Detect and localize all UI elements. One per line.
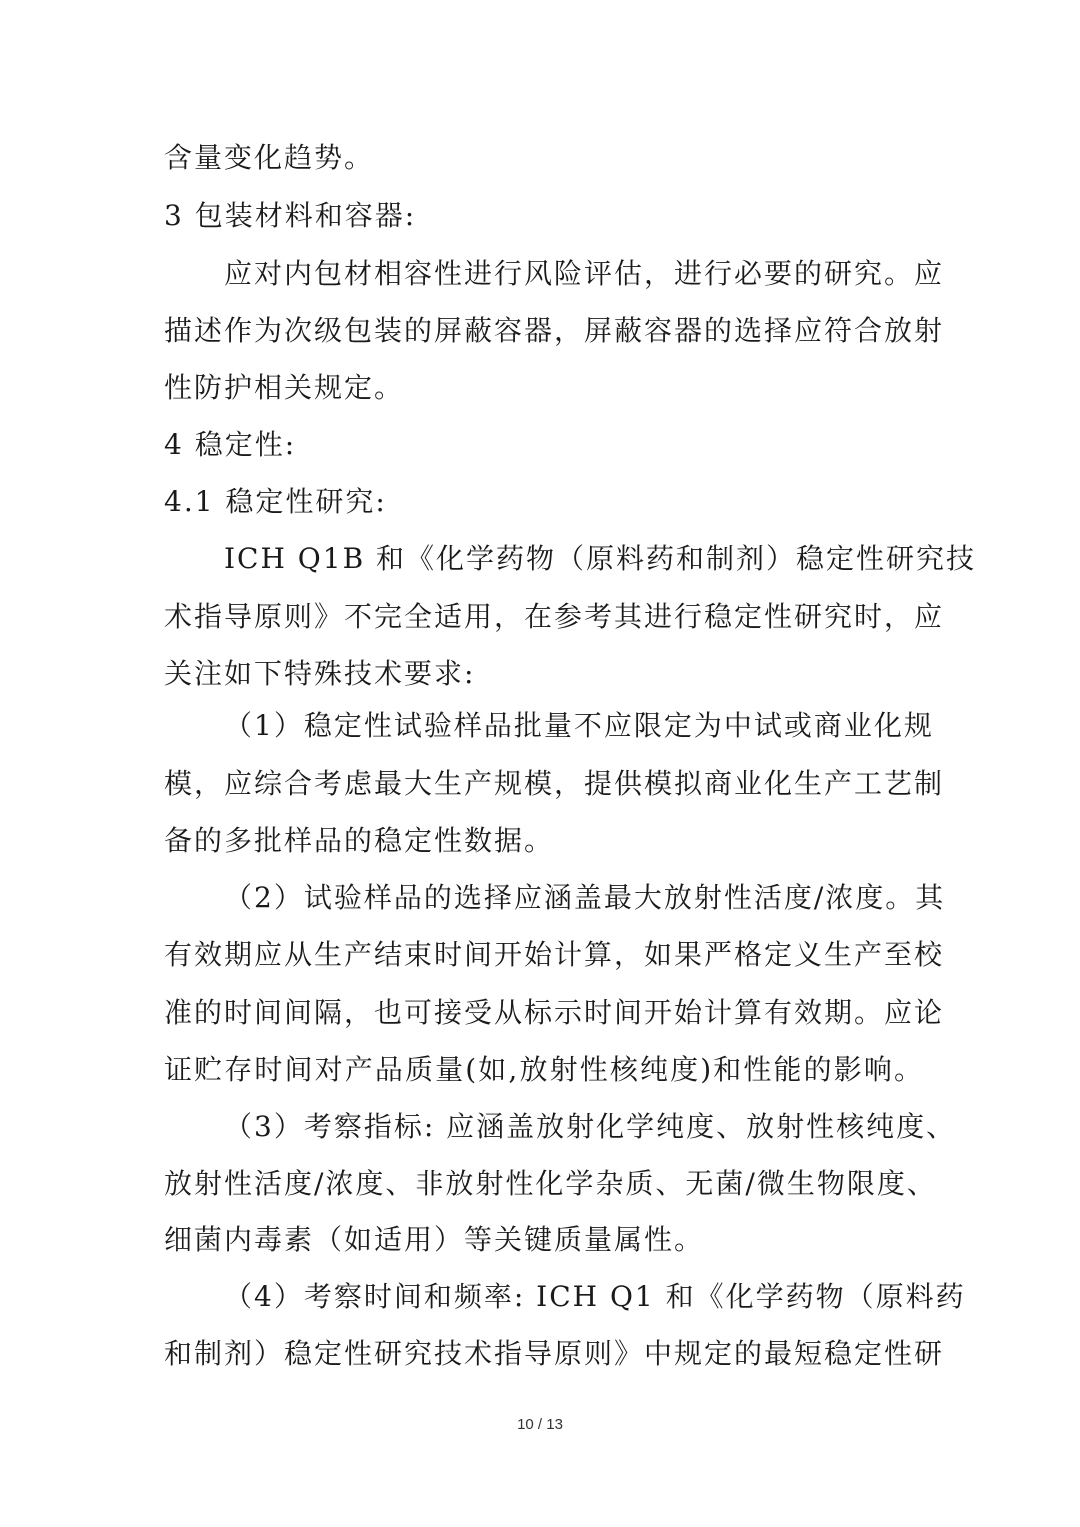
text-line: 和制剂）稳定性研究技术指导原则》中规定的最短稳定性研 [164,1337,945,1370]
text-line: 证贮存时间对产品质量(如,放射性核纯度)和性能的影响。 [164,1053,924,1086]
text-line: （2）试验样品的选择应涵盖最大放射性活度/浓度。其 [224,881,946,914]
text-line: （3）考察指标: 应涵盖放射化学纯度、放射性核纯度、 [224,1110,957,1143]
text-line: （1）稳定性试验样品批量不应限定为中试或商业化规 [224,709,934,742]
text-line: 关注如下特殊技术要求: [164,657,476,690]
text-line: 性防护相关规定。 [164,371,405,404]
subsection-heading: 4.1 稳定性研究: [164,485,387,518]
text-line: 术指导原则》不完全适用，在参考其进行稳定性研究时，应 [164,600,945,633]
section-heading: 3 包装材料和容器: [164,199,417,232]
section-heading: 4 稳定性: [164,428,297,461]
text-line: 含量变化趋势。 [164,141,375,174]
text-line: 模，应综合考虑最大生产规模，提供模拟商业化生产工艺制 [164,767,945,800]
text-line: 放射性活度/浓度、非放射性化学杂质、无菌/微生物限度、 [164,1167,937,1200]
text-line: 描述作为次级包装的屏蔽容器，屏蔽容器的选择应符合放射 [164,314,945,347]
text-line: 有效期应从生产结束时间开始计算，如果严格定义生产至校 [164,938,945,971]
text-line: ICH Q1B 和《化学药物（原料药和制剂）稳定性研究技 [224,542,977,575]
page-number: 10 / 13 [517,1416,563,1433]
text-line: 准的时间间隔，也可接受从标示时间开始计算有效期。应论 [164,996,945,1029]
text-line: （4）考察时间和频率: ICH Q1 和《化学药物（原料药 [224,1280,966,1313]
text-line: 细菌内毒素（如适用）等关键质量属性。 [164,1223,705,1256]
text-line: 应对内包材相容性进行风险评估，进行必要的研究。应 [224,257,945,290]
text-line: 备的多批样品的稳定性数据。 [164,824,555,857]
